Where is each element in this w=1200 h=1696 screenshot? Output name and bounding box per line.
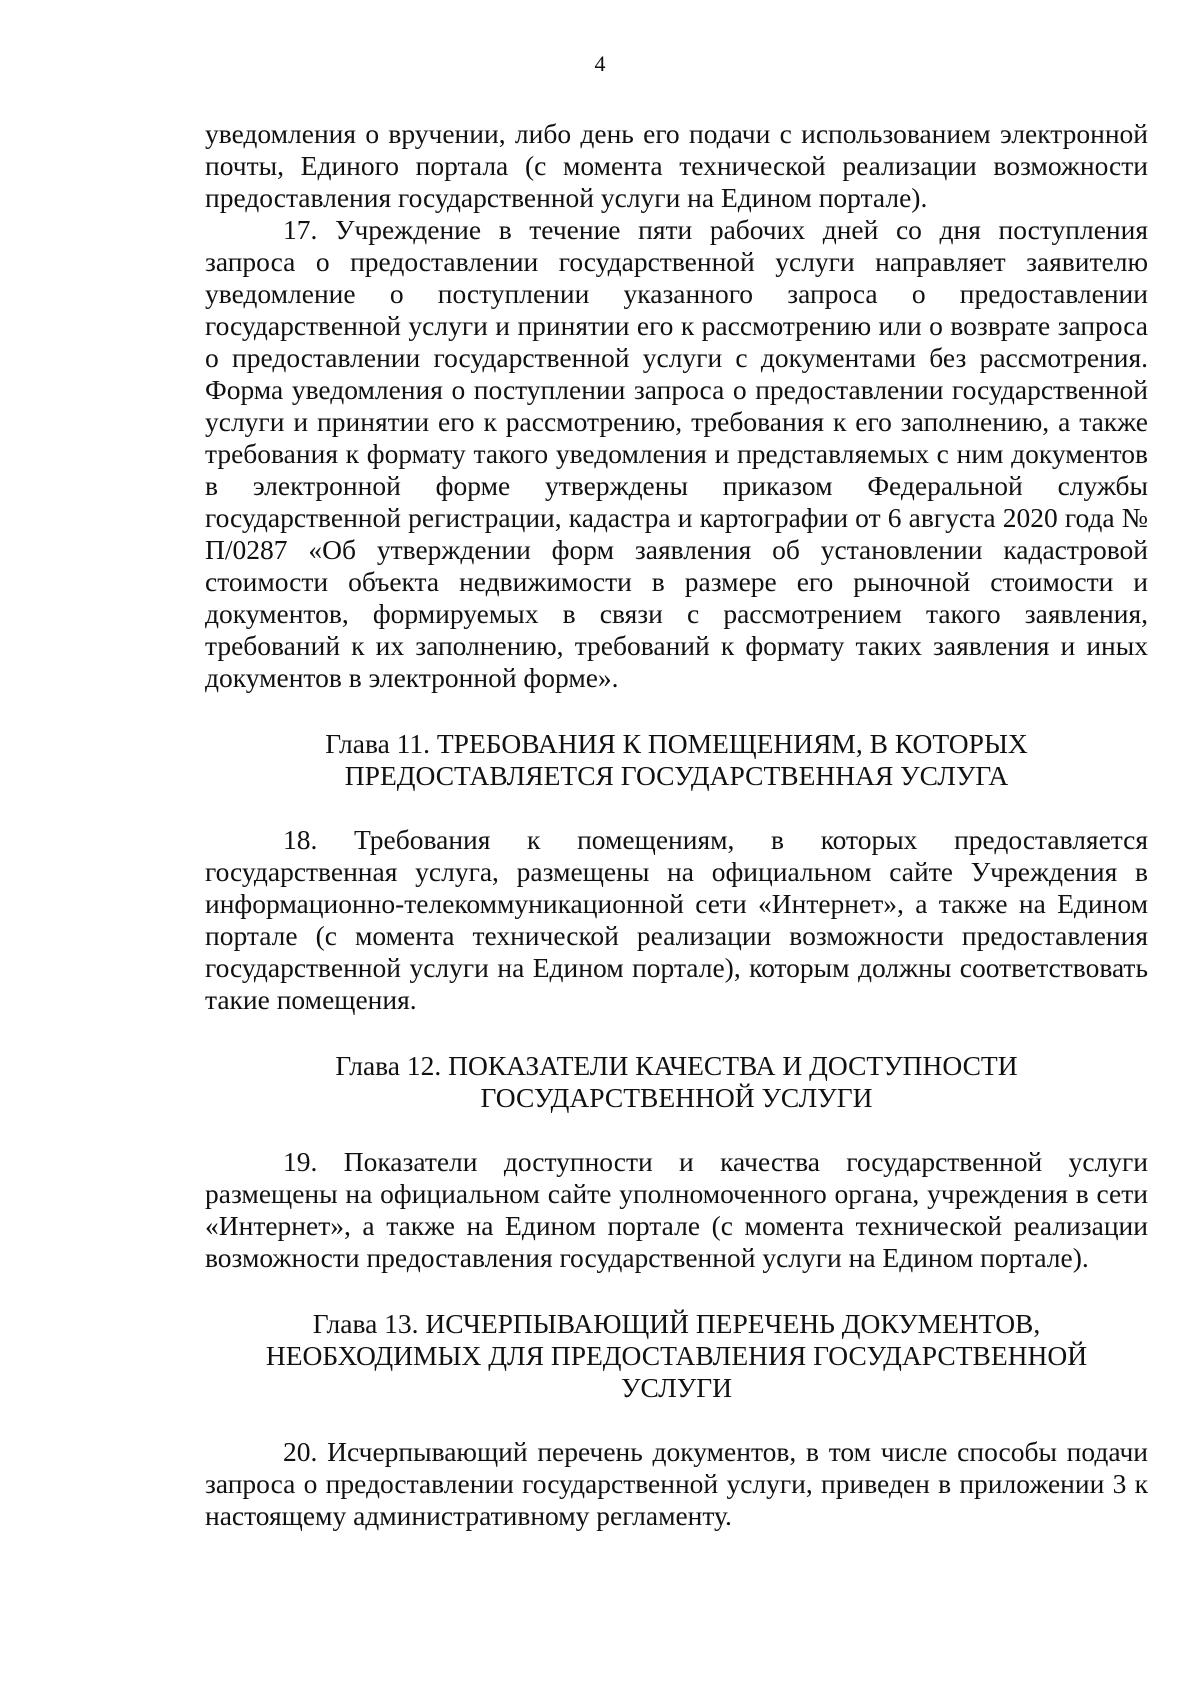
page-number: 4	[594, 51, 606, 76]
paragraph-18: 18. Требования к помещениям, в которых предоставляется государственная услуга, размещены на официальном сайте Учреждения в информационно-телекоммуникационной сети «Интернет», а также на Едином портале (с момента технической реализации возможности предоставления государственной услуги на Едином портале), которым должны соответствовать такие помещения.	[205, 824, 1148, 1015]
chapter-12-heading	[205, 1050, 1148, 1114]
spacer	[205, 694, 1148, 728]
spacer	[205, 792, 1148, 824]
chapter-12-heading-line-1: Глава 12. ПОКАЗАТЕЛИ КАЧЕСТВА И ДОСТУПНОСТИ	[335, 1050, 1018, 1081]
paragraph-17: 17. Учреждение в течение пяти рабочих дней со дня поступления запроса о предоставлении государственной услуги направляет заявителю уведомление о поступлении указанного запроса о предоставлении государственной услуги и принятии его к рассмотрению или о возврате запроса о предоставлении государственной услуги с документами без рассмотрения. Форма уведомления о поступлении запроса о предоставлении государственной услуги и принятии его к рассмотрению, требования к его заполнению, а также требования к формату такого уведомления и представляемых с ним документов в электронной форме утверждены приказом Федеральной службы государственной регистрации, кадастра и картографии от 6 августа 2020 года № П/0287 «Об утверждении форм заявления об установлении кадастровой стоимости объекта недвижимости в размере его рыночной стоимости и документов, формируемых в связи с рассмотрением такого заявления, требований к их заполнению, требований к формату таких заявления и иных документов в электронной форме».	[205, 214, 1148, 693]
paragraph-19: 19. Показатели доступности и качества государственной услуги размещены на официальном сайте уполномоченного органа, учреждения в сети «Интернет», а также на Едином портале (с момента технической реализации возможности предоставления государственной услуги на Едином портале).	[205, 1146, 1148, 1273]
chapter-12-heading-line-2: ГОСУДАРСТВЕННОЙ УСЛУГИ	[480, 1082, 873, 1113]
paragraph-20: 20. Исчерпывающий перечень документов, в том числе способы подачи запроса о предоставлении государственной услуги, приведен в приложении 3 к настоящему административному регламенту.	[205, 1436, 1148, 1531]
chapter-13-heading	[205, 1308, 1148, 1404]
spacer	[205, 1404, 1148, 1436]
spacer	[205, 1274, 1148, 1308]
paragraph-16-continuation: уведомления о вручении, либо день его подачи с использованием электронной почты, Единого портала (с момента технической реализации возможности предоставления государственной услуги на Едином портале).	[205, 118, 1148, 213]
spacer	[205, 1114, 1148, 1146]
document-body	[205, 118, 1148, 1532]
chapter-13-heading-line-2: НЕОБХОДИМЫХ ДЛЯ ПРЕДОСТАВЛЕНИЯ ГОСУДАРСТВЕННОЙ	[265, 1340, 1088, 1371]
chapter-11-heading-line-1: Глава 11. ТРЕБОВАНИЯ К ПОМЕЩЕНИЯМ, В КОТОРЫХ	[325, 728, 1028, 759]
chapter-13-heading-line-1: Глава 13. ИСЧЕРПЫВАЮЩИЙ ПЕРЕЧЕНЬ ДОКУМЕНТОВ,	[312, 1308, 1041, 1339]
spacer	[205, 1016, 1148, 1050]
chapter-11-heading	[205, 728, 1148, 792]
chapter-13-heading-line-3: УСЛУГИ	[620, 1372, 732, 1403]
chapter-11-heading-line-2: ПРЕДОСТАВЛЯЕТСЯ ГОСУДАРСТВЕННАЯ УСЛУГА	[344, 760, 1009, 791]
